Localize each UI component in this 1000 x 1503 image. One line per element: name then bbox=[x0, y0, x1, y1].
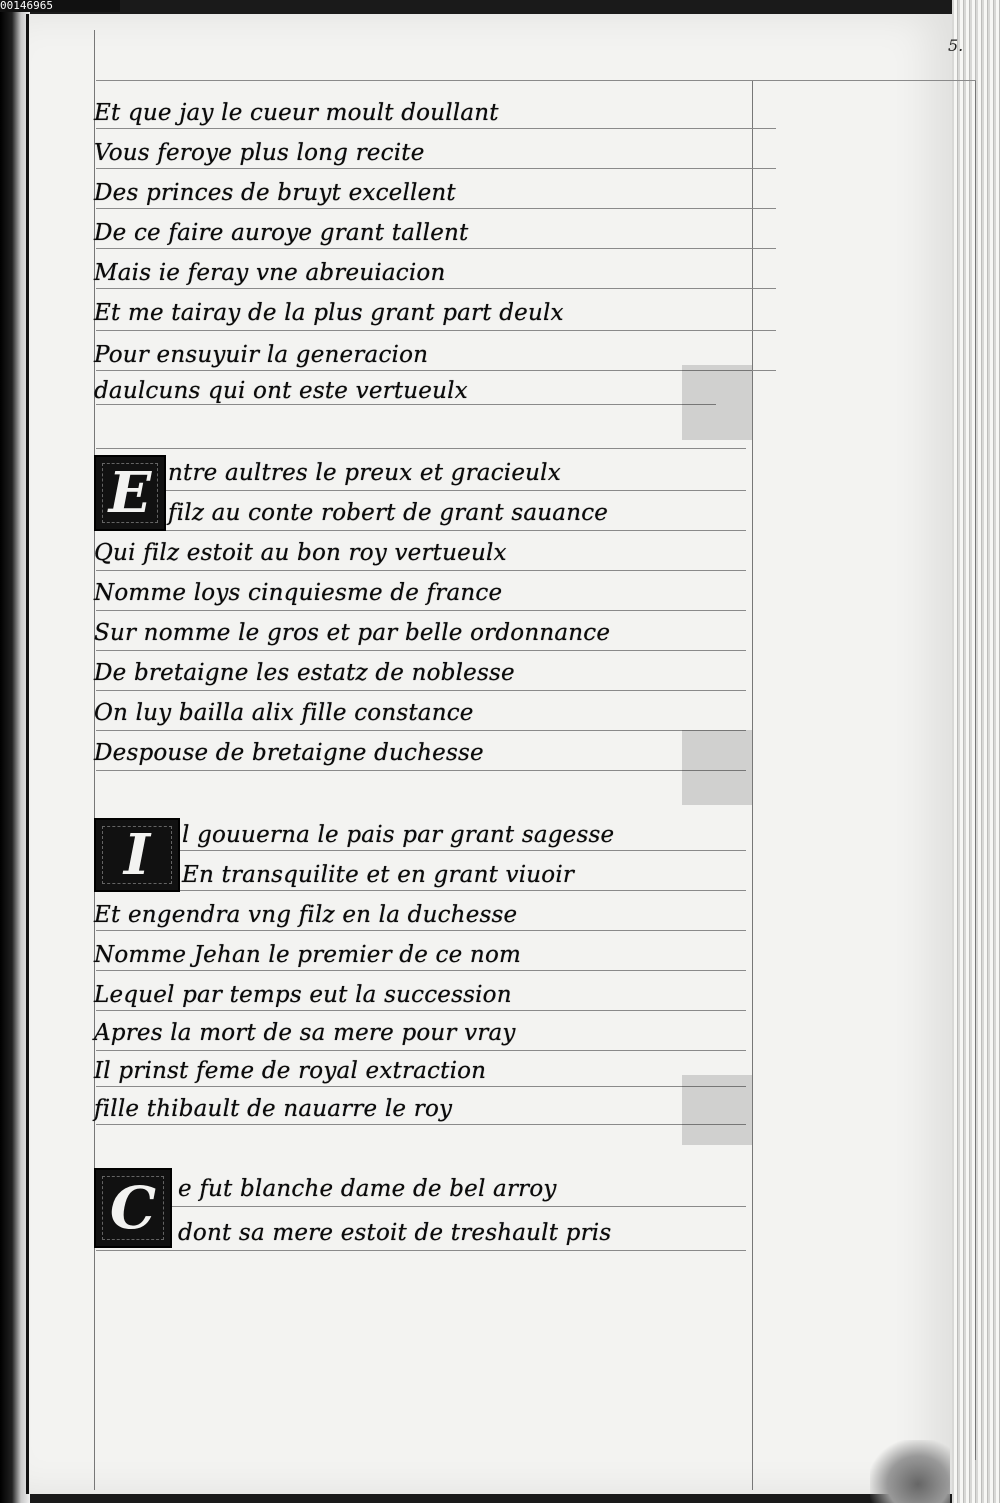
baseline bbox=[96, 650, 746, 651]
verse-line: De bretaigne les estatz de noblesse bbox=[94, 660, 515, 686]
baseline bbox=[96, 970, 746, 971]
baseline bbox=[96, 1206, 746, 1207]
verse-line: Pour ensuyuir la generacion bbox=[94, 342, 429, 368]
scan-id-fragment: 00146965 bbox=[0, 0, 120, 12]
verse-line: filz au conte robert de grant sauance bbox=[168, 500, 609, 526]
verse-line: Et me tairay de la plus grant part deulx bbox=[94, 300, 564, 326]
thumb-shadow bbox=[870, 1440, 950, 1503]
bleed-through-initial bbox=[682, 1075, 752, 1145]
top-ruling bbox=[96, 80, 976, 81]
verse-line: Nomme loys cinquiesme de france bbox=[94, 580, 503, 606]
baseline bbox=[96, 770, 746, 771]
baseline bbox=[96, 168, 776, 169]
baseline bbox=[96, 1250, 746, 1251]
verse-line: De ce faire auroye grant tallent bbox=[94, 220, 469, 246]
verse-line: Mais ie feray vne abreuiacion bbox=[94, 260, 446, 286]
bleed-through-initial bbox=[682, 365, 752, 440]
verse-line: Qui filz estoit au bon roy vertueulx bbox=[94, 540, 507, 566]
baseline bbox=[96, 730, 746, 731]
verse-line: En transquilite et en grant viuoir bbox=[182, 862, 575, 888]
verse-line: Apres la mort de sa mere pour vray bbox=[94, 1020, 516, 1046]
verse-line: Lequel par temps eut la succession bbox=[94, 982, 512, 1008]
right-ruling bbox=[752, 80, 753, 1490]
baseline bbox=[96, 1086, 746, 1087]
verse-line: Et engendra vng filz en la duchesse bbox=[94, 902, 518, 928]
folio-number: 5. bbox=[948, 36, 964, 55]
baseline bbox=[96, 530, 746, 531]
baseline bbox=[96, 1050, 746, 1051]
bleed-through-initial bbox=[682, 730, 752, 805]
verse-line: ntre aultres le preux et gracieulx bbox=[168, 460, 561, 486]
baseline bbox=[96, 1010, 746, 1011]
baseline bbox=[96, 288, 776, 289]
verse-line: Sur nomme le gros et par belle ordonnance bbox=[94, 620, 611, 646]
baseline bbox=[96, 404, 716, 405]
baseline bbox=[96, 610, 746, 611]
baseline bbox=[96, 570, 746, 571]
baseline bbox=[96, 208, 776, 209]
illuminated-initial-e: E bbox=[94, 455, 166, 531]
verse-line: daulcuns qui ont este vertueulx bbox=[94, 378, 468, 404]
baseline bbox=[96, 850, 746, 851]
baseline bbox=[96, 930, 746, 931]
verse-line: Vous feroye plus long recite bbox=[94, 140, 425, 166]
verse-line: fille thibault de nauarre le roy bbox=[94, 1096, 453, 1122]
verse-line: Nomme Jehan le premier de ce nom bbox=[94, 942, 522, 968]
verse-line: On luy bailla alix fille constance bbox=[94, 700, 474, 726]
baseline bbox=[96, 370, 776, 371]
illuminated-initial-i: I bbox=[94, 818, 180, 892]
verse-line: l gouuerna le pais par grant sagesse bbox=[182, 822, 615, 848]
baseline bbox=[96, 890, 746, 891]
baseline bbox=[96, 490, 746, 491]
verse-line: dont sa mere estoit de treshault pris bbox=[178, 1220, 612, 1246]
baseline bbox=[96, 1124, 746, 1125]
verse-line: Il prinst feme de royal extraction bbox=[94, 1058, 487, 1084]
baseline bbox=[96, 248, 776, 249]
baseline bbox=[96, 690, 746, 691]
page-edges bbox=[952, 0, 1000, 1503]
verse-line: Despouse de bretaigne duchesse bbox=[94, 740, 484, 766]
illuminated-initial-c: C bbox=[94, 1168, 172, 1248]
verse-line: Et que jay le cueur moult doullant bbox=[94, 100, 499, 126]
baseline bbox=[96, 128, 776, 129]
baseline bbox=[96, 448, 746, 449]
outer-ruling bbox=[975, 80, 976, 1460]
verse-line: Des princes de bruyt excellent bbox=[94, 180, 456, 206]
baseline bbox=[96, 330, 776, 331]
verse-line: e fut blanche dame de bel arroy bbox=[178, 1176, 557, 1202]
